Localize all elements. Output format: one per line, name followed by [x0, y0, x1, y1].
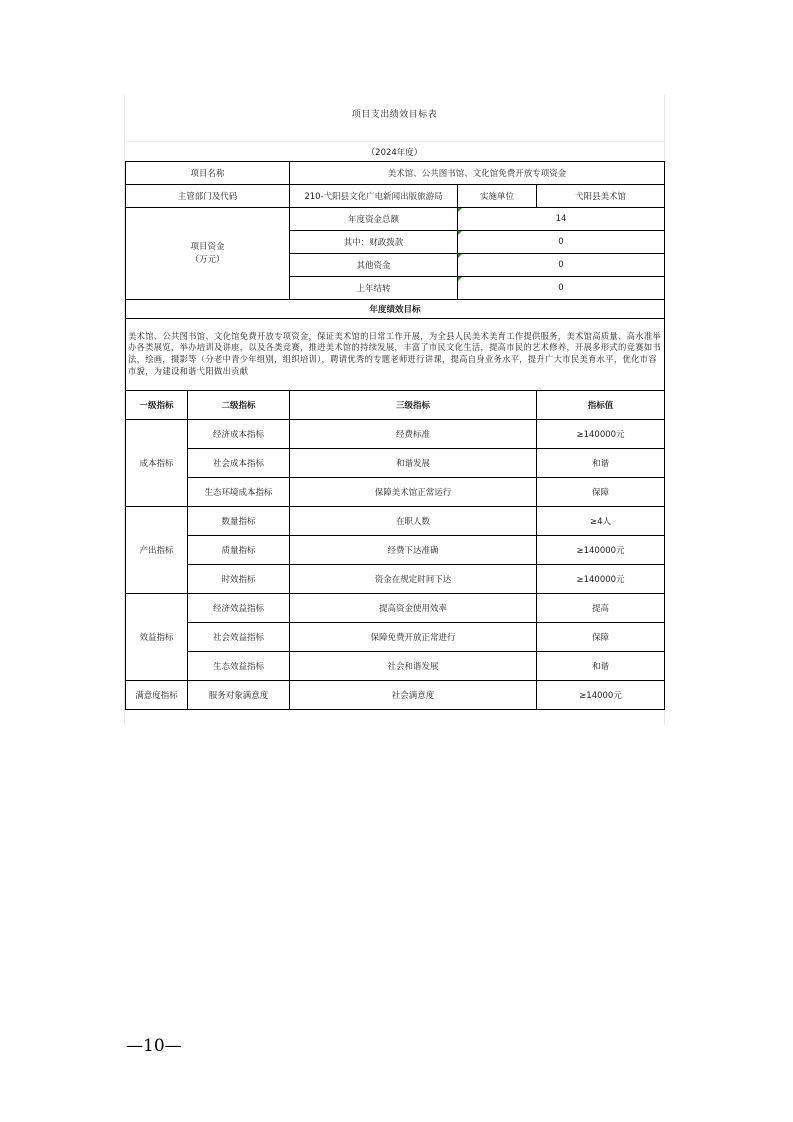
funds-row — [126, 208, 665, 231]
indicator-value: 和谐 — [537, 449, 665, 478]
level2-indicator: 服务对象满意度 — [188, 681, 290, 710]
project-name-label: 项目名称 — [126, 162, 290, 185]
project-name-row — [126, 162, 665, 185]
indicator-row — [126, 420, 665, 449]
level1-indicator: 成本指标 — [126, 420, 188, 507]
funds-item-value: 0 — [458, 231, 665, 254]
indicator-value: ≥140000元 — [537, 536, 665, 565]
funds-item-label: 其中：财政拨款 — [290, 231, 458, 254]
level1-indicator: 效益指标 — [126, 594, 188, 681]
document-title: 项目支出绩效目标表 — [125, 95, 664, 142]
funds-item-value: 0 — [458, 277, 665, 300]
level1-indicator: 满意度指标 — [126, 681, 188, 710]
funds-item-label: 年度资金总额 — [290, 208, 458, 231]
document-year: （2024年度） — [366, 148, 423, 158]
funds-item-label: 上年结转 — [290, 277, 458, 300]
page-number: —10— — [126, 1036, 182, 1056]
header-level3: 三级指标 — [290, 391, 537, 420]
header-level1: 一级指标 — [126, 391, 188, 420]
level2-indicator: 生态环境成本指标 — [188, 478, 290, 507]
level2-indicator: 质量指标 — [188, 536, 290, 565]
level2-indicator: 经济效益指标 — [188, 594, 290, 623]
indicator-row — [126, 681, 665, 710]
indicator-value: 保障 — [537, 623, 665, 652]
indicator-value: ≥14000元 — [537, 681, 665, 710]
department-label: 主管部门及代码 — [126, 185, 290, 208]
level3-indicator: 经费标准 — [290, 420, 537, 449]
indicator-value: ≥4人 — [537, 507, 665, 536]
annual-goal-header: 年度绩效目标 — [126, 300, 665, 319]
level2-indicator: 经济成本指标 — [188, 420, 290, 449]
indicator-row — [126, 449, 665, 478]
level3-indicator: 提高资金使用效率 — [290, 594, 537, 623]
indicator-value: 提高 — [537, 594, 665, 623]
funds-item-label: 其他资金 — [290, 254, 458, 277]
level3-indicator: 保障免费开放正常进行 — [290, 623, 537, 652]
level3-indicator: 保障美术馆正常运行 — [290, 478, 537, 507]
level3-indicator: 社会满意度 — [290, 681, 537, 710]
department-row — [126, 185, 665, 208]
funds-item-value: 0 — [458, 254, 665, 277]
level3-indicator: 社会和谐发展 — [290, 652, 537, 681]
performance-target-sheet — [124, 95, 665, 725]
header-level2: 二级指标 — [188, 391, 290, 420]
annual-goal-row — [126, 319, 665, 391]
implementing-unit-label: 实施单位 — [458, 185, 537, 208]
indicator-header-row — [126, 391, 665, 420]
header-value: 指标值 — [537, 391, 665, 420]
indicator-row — [126, 565, 665, 594]
level2-indicator: 社会成本指标 — [188, 449, 290, 478]
indicator-row — [126, 623, 665, 652]
level1-indicator: 产出指标 — [126, 507, 188, 594]
department-value: 210-弋阳县文化广电新闻出版旅游局 — [290, 185, 458, 208]
indicator-value: 保障 — [537, 478, 665, 507]
indicator-value: ≥140000元 — [537, 420, 665, 449]
indicator-row — [126, 507, 665, 536]
indicator-value: 和谐 — [537, 652, 665, 681]
implementing-unit-value: 弋阳县美术馆 — [537, 185, 665, 208]
level3-indicator: 资金在规定时间下达 — [290, 565, 537, 594]
indicator-row — [126, 594, 665, 623]
annual-goal-header-row — [126, 300, 665, 319]
level3-indicator: 在职人数 — [290, 507, 537, 536]
level2-indicator: 生态效益指标 — [188, 652, 290, 681]
performance-target-table — [125, 161, 665, 710]
indicator-value: ≥140000元 — [537, 565, 665, 594]
indicator-row — [126, 478, 665, 507]
level2-indicator: 时效指标 — [188, 565, 290, 594]
indicator-row — [126, 536, 665, 565]
funds-label: 项目资金 （万元） — [126, 208, 290, 300]
level3-indicator: 经费下达准确 — [290, 536, 537, 565]
level3-indicator: 和谐发展 — [290, 449, 537, 478]
indicator-row — [126, 652, 665, 681]
funds-item-value: 14 — [458, 208, 665, 231]
level2-indicator: 社会效益指标 — [188, 623, 290, 652]
level2-indicator: 数量指标 — [188, 507, 290, 536]
project-name-value: 美术馆、公共图书馆、文化馆免费开放专项资金 — [290, 162, 665, 185]
annual-goal-text: 美术馆、公共图书馆、文化馆免费开放专项资金，保证美术馆的日常工作开展，为全县人民美术美育工作提供服务，美术馆高质量、高水准举办各类展览，举办培训及讲座，以及各类竞赛，推进美术馆的持续发展，丰富了市民文化生活，提高市民的艺术修养，开展多形式的竞赛如书法，绘画，摄影等（分老中青少年组别，组织培训），聘请优秀的专题老师进行讲课，提高自身业务水平，提升广大市民美育水平，优化市容市貌，为建设和谐弋阳做出贡献 — [126, 319, 665, 391]
